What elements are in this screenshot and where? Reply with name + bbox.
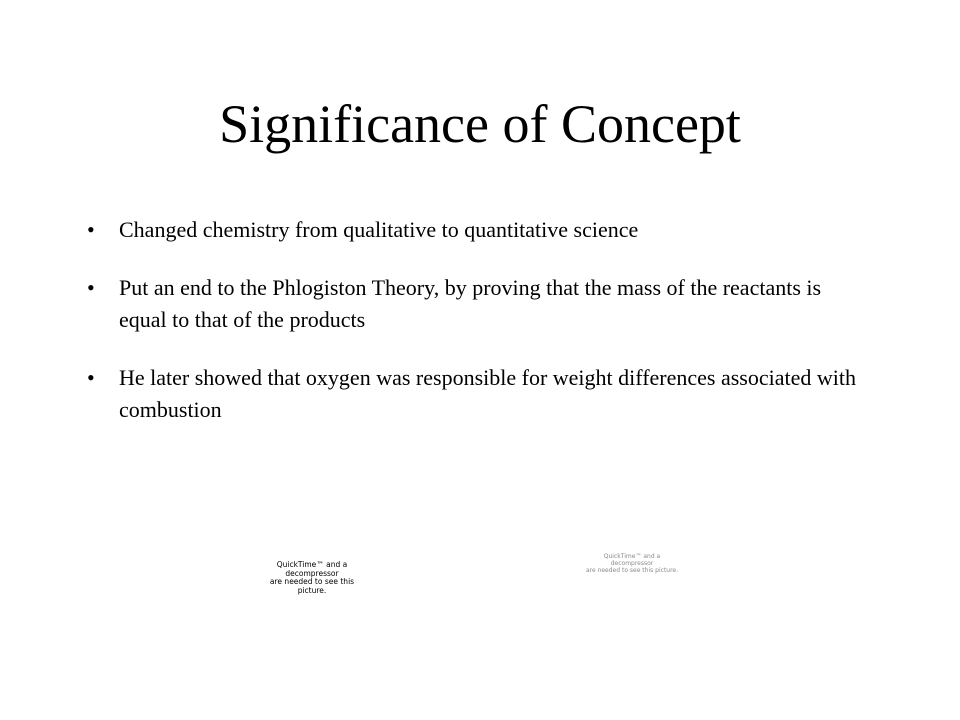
slide-title: Significance of Concept xyxy=(219,94,741,154)
bullet-marker: • xyxy=(87,275,95,300)
placeholder-line: QuickTime™ and a xyxy=(603,553,661,560)
placeholder-line: decompressor xyxy=(610,560,654,567)
placeholder-line: QuickTime™ and a xyxy=(276,560,348,569)
bullet-item xyxy=(87,362,867,426)
bullet-text: Put an end to the Phlogiston Theory, by proving that the mass of the reactants is equal to that of the products xyxy=(119,275,822,332)
bullet-item xyxy=(87,214,867,246)
placeholder-line: decompressor xyxy=(285,568,339,578)
bullet-text: Changed chemistry from qualitative to quantitative science xyxy=(119,217,639,242)
bullet-item xyxy=(87,272,867,336)
quicktime-placeholder-right xyxy=(582,553,682,574)
bullet-marker: • xyxy=(87,217,95,242)
bullet-text: He later showed that oxygen was responsible for weight differences associated with combustion xyxy=(119,365,856,422)
placeholder-line: are needed to see this picture. xyxy=(585,567,679,574)
placeholder-line: are needed to see this picture. xyxy=(269,577,355,595)
quicktime-placeholder-left xyxy=(262,561,362,595)
bullet-marker: • xyxy=(87,365,95,390)
bullet-list xyxy=(87,214,867,452)
